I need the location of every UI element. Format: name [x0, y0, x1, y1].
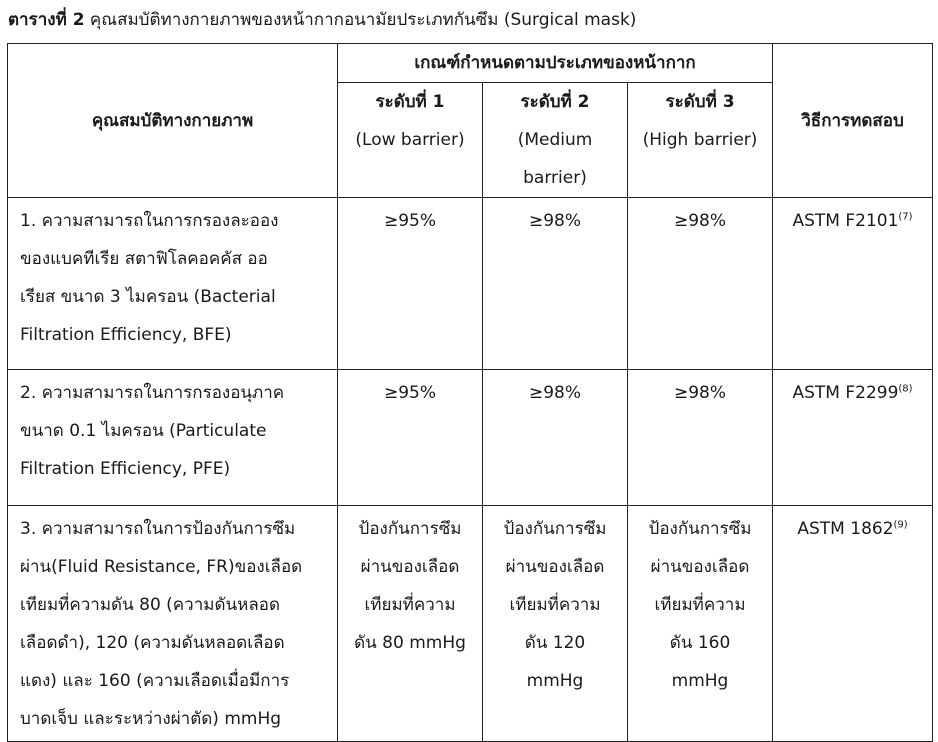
row-3-level-1-line: ผ่านของเลือด — [360, 557, 460, 577]
level-1-desc: (Low barrier) — [355, 130, 465, 150]
row-2-property — [8, 370, 338, 506]
row-3-level-1-line: ดัน 80 mmHg — [354, 633, 466, 653]
header-level-2 — [483, 83, 628, 198]
row-3-level-2-line: ดัน 120 — [524, 633, 586, 653]
row-3-level-3-line: เทียมที่ความ — [654, 595, 746, 615]
level-2-desc-line-1: (Medium — [517, 130, 593, 150]
row-2-property-line: ขนาด 0.1 ไมครอน (Particulate — [20, 421, 267, 441]
row-1-property-line: Filtration Efficiency, BFE) — [20, 325, 232, 345]
row-2-property-line: 2. ความสามารถในการกรองอนุภาค — [20, 383, 285, 403]
row-3-level-3-line: ดัน 160 — [669, 633, 731, 653]
header-property: คุณสมบัติทางกายภาพ — [8, 44, 338, 198]
row-1-method-name: ASTM F2101 — [792, 211, 899, 231]
row-3-level-3-line: ป้องกันการซึม — [648, 519, 752, 539]
row-3-level-2-line: mmHg — [526, 671, 584, 691]
row-3-property-line: แดง) และ 160 (ความเลือดเมื่อมีการ — [20, 671, 290, 691]
table-row — [8, 198, 933, 370]
row-2-level-3: ≥98% — [628, 370, 773, 506]
row-1-property-line: ของแบคทีเรีย สตาฟิโลคอคคัส ออ — [20, 249, 268, 269]
level-3-desc: (High barrier) — [642, 130, 758, 150]
header-method: วิธีการทดสอบ — [773, 44, 933, 198]
level-3-label: ระดับที่ 3 — [665, 92, 735, 112]
row-3-property-line: บาดเจ็บ และระหว่างผ่าตัด) mmHg — [20, 709, 282, 729]
row-3-level-2 — [483, 506, 628, 742]
row-3-level-2-line: ป้องกันการซึม — [503, 519, 607, 539]
row-3-property-line: เทียมที่ความดัน 80 (ความดันหลอด — [20, 595, 280, 615]
level-1-label: ระดับที่ 1 — [375, 92, 445, 112]
row-1-property-line: เรียส ขนาด 3 ไมครอน (Bacterial — [20, 287, 276, 307]
row-3-property-line: เลือดดำ), 120 (ความดันหลอดเลือด — [20, 633, 285, 653]
row-3-property-line: ผ่าน(Fluid Resistance, FR)ของเลือด — [20, 557, 303, 577]
row-2-method — [773, 370, 933, 506]
row-3-level-1-line: เทียมที่ความ — [364, 595, 456, 615]
row-3-level-2-line: ผ่านของเลือด — [505, 557, 605, 577]
row-3-level-2-line: เทียมที่ความ — [509, 595, 601, 615]
row-1-level-3: ≥98% — [628, 198, 773, 370]
row-1-level-2: ≥98% — [483, 198, 628, 370]
caption-text: คุณสมบัติทางกายภาพของหน้ากากอนามัยประเภทกันซึม (Surgical mask) — [84, 10, 637, 30]
level-2-label: ระดับที่ 2 — [520, 92, 590, 112]
row-3-level-1-line: ป้องกันการซึม — [358, 519, 462, 539]
row-3-level-3 — [628, 506, 773, 742]
row-2-level-2: ≥98% — [483, 370, 628, 506]
header-level-1 — [338, 83, 483, 198]
row-2-property-line: Filtration Efficiency, PFE) — [20, 459, 231, 479]
row-2-level-1: ≥95% — [338, 370, 483, 506]
row-3-level-3-line: ผ่านของเลือด — [650, 557, 750, 577]
row-1-property-line: 1. ความสามารถในการกรองละออง — [20, 211, 279, 231]
row-3-level-1 — [338, 506, 483, 742]
row-3-property — [8, 506, 338, 742]
row-3-method-ref: (9) — [893, 519, 908, 531]
row-2-method-name: ASTM F2299 — [792, 383, 899, 403]
caption-lead: ตารางที่ 2 — [8, 10, 85, 30]
row-3-method-name: ASTM 1862 — [797, 519, 894, 539]
row-3-property-line: 3. ความสามารถในการป้องกันการซึม — [20, 519, 296, 539]
row-3-level-3-line: mmHg — [671, 671, 729, 691]
table-caption — [8, 8, 934, 32]
table-row — [8, 506, 933, 742]
row-1-level-1: ≥95% — [338, 198, 483, 370]
surgical-mask-spec-table — [7, 43, 933, 742]
row-1-method — [773, 198, 933, 370]
header-level-3 — [628, 83, 773, 198]
row-1-method-ref: (7) — [898, 211, 913, 223]
level-2-desc-line-2: barrier) — [523, 168, 587, 188]
row-1-property — [8, 198, 338, 370]
row-2-method-ref: (8) — [898, 383, 913, 395]
row-3-method — [773, 506, 933, 742]
header-criteria: เกณฑ์กำหนดตามประเภทของหน้ากาก — [338, 44, 773, 83]
table-row — [8, 370, 933, 506]
